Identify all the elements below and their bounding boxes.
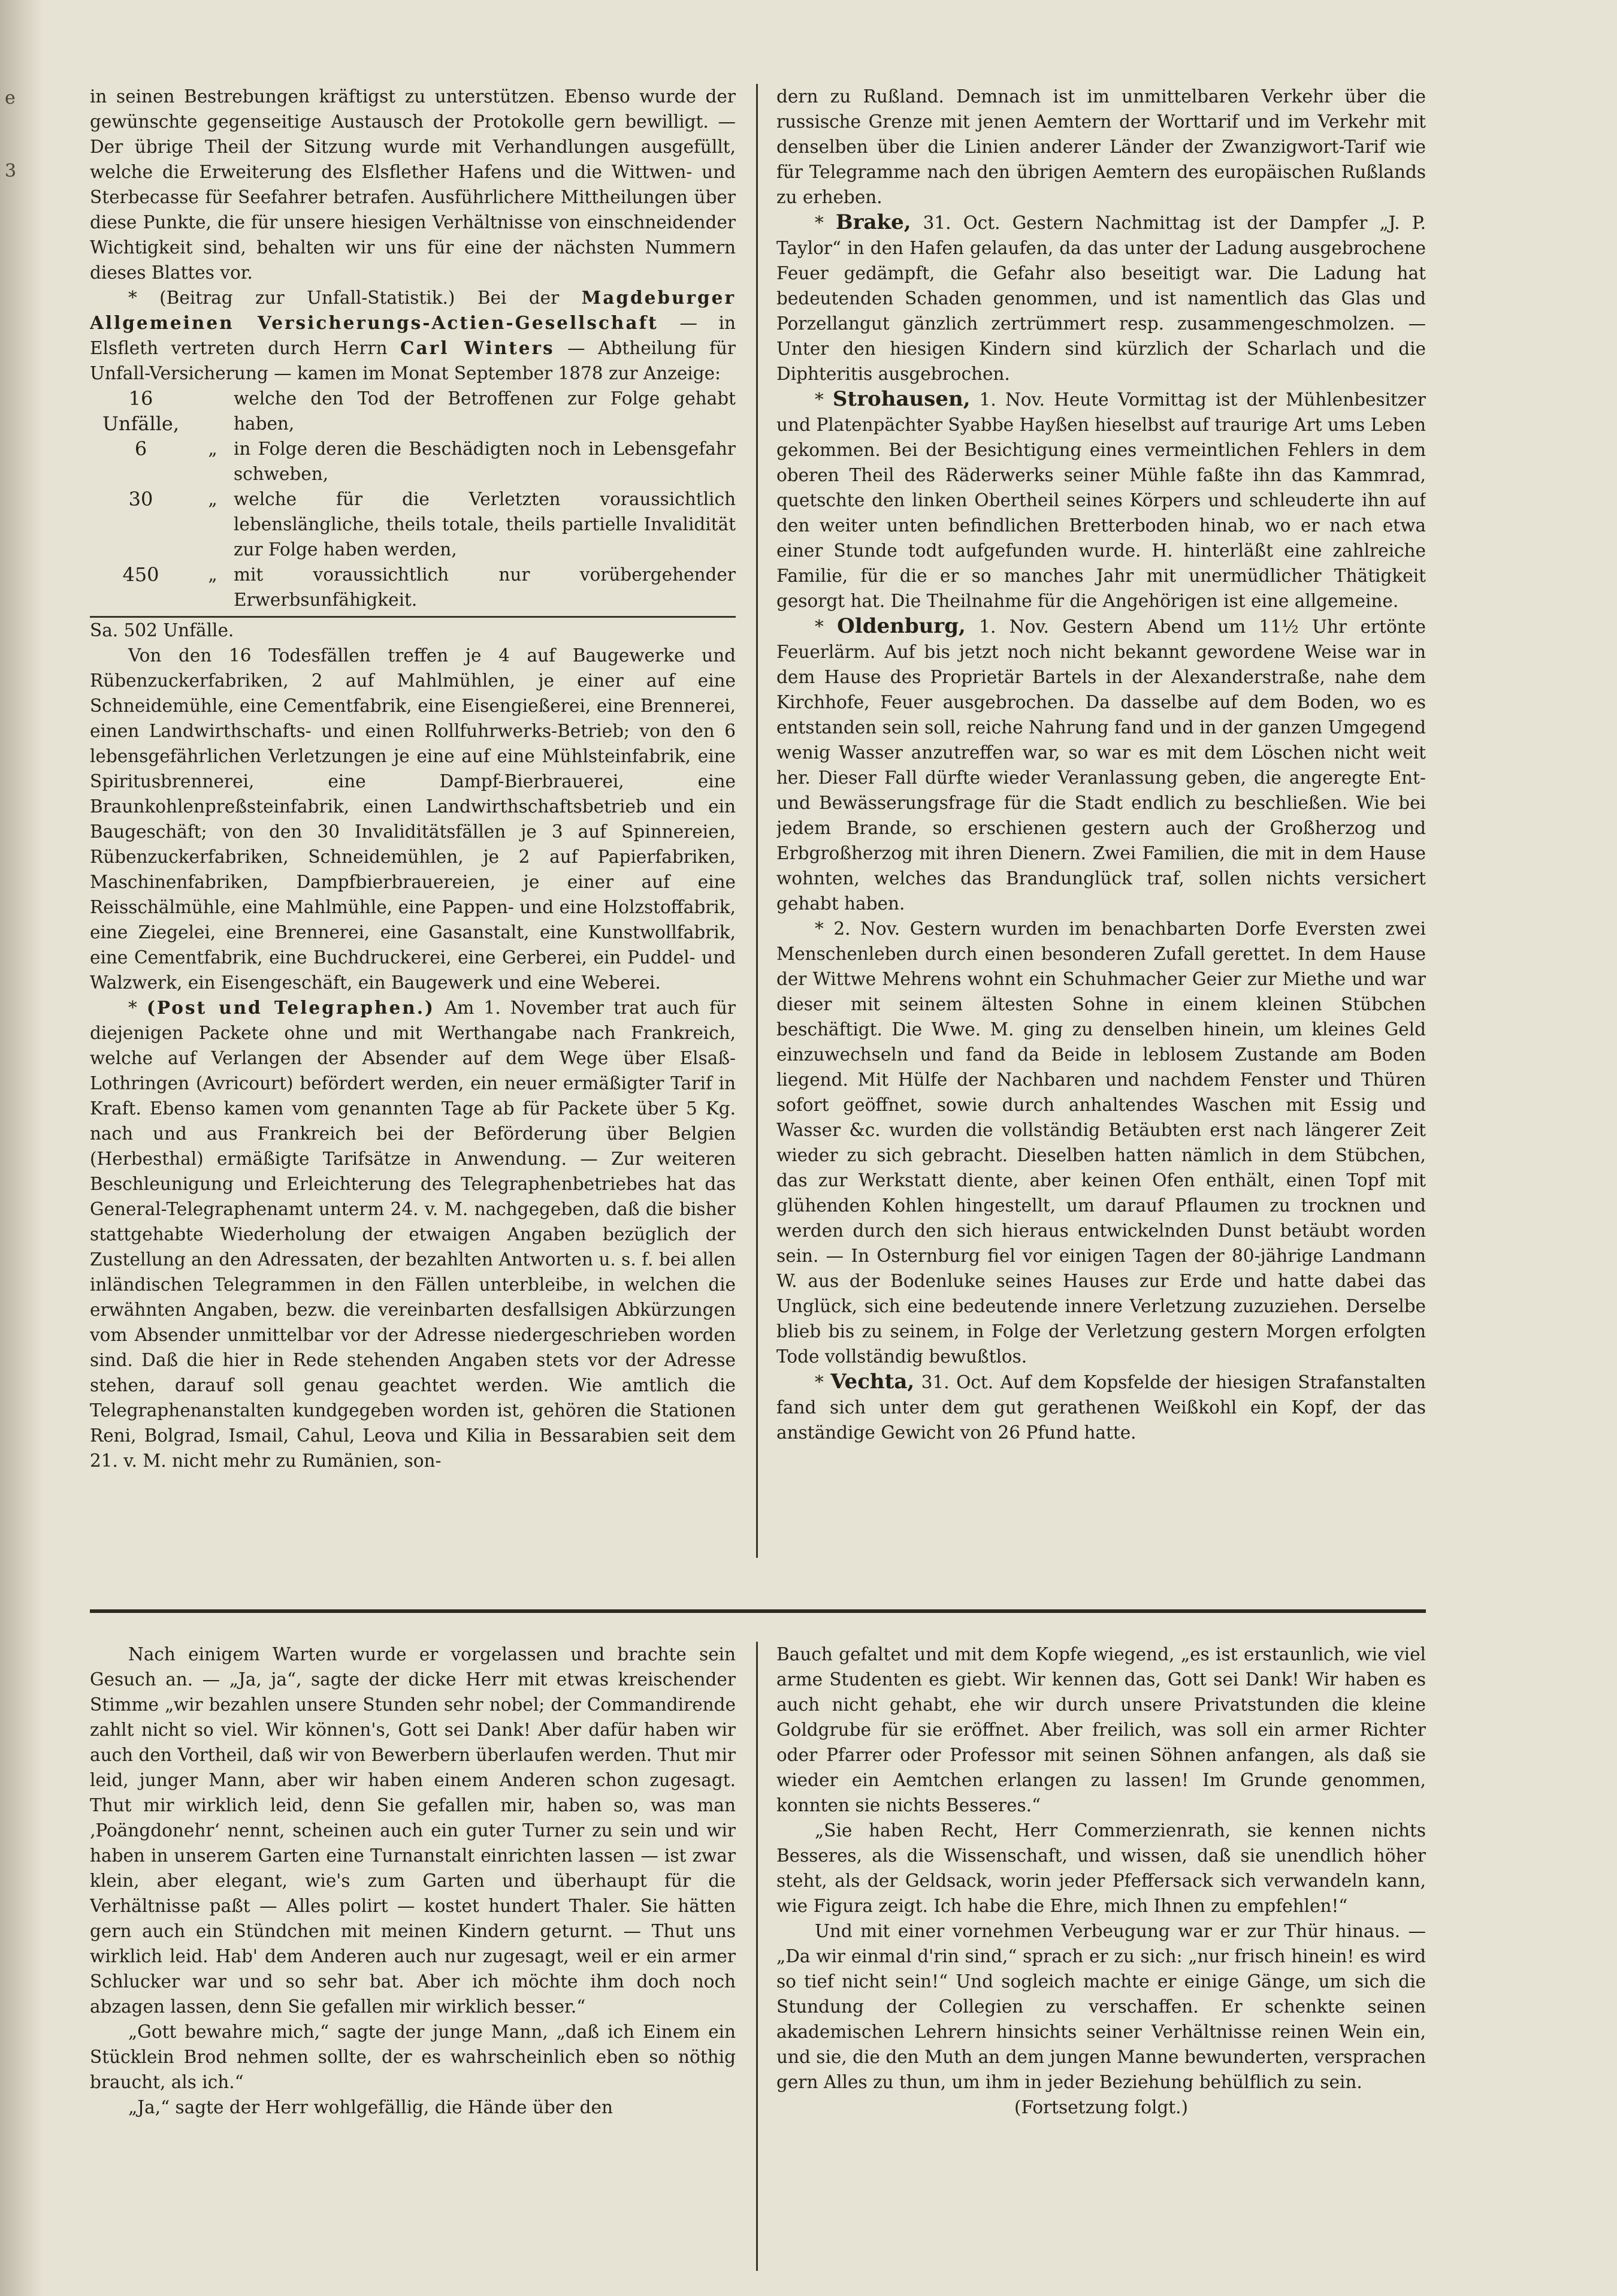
article-protocol-end: in seinen Bestrebungen kräftigst zu unterstützen. Ebenso wurde der gewünschte gegenseitige Austausch der Protokolle gern bewilligt. — Der übrige Theil der Sitzung wurde mit Verhandlungen ausgefüllt, welche die Erweiterung des Elsflether Hafens und die Wittwen- und Sterbecasse für Seefahrer betrafen. Ausführlichere Mittheilungen über diese Punkte, die für unsere hiesigen Verhältnisse von einschneidender Wichtigkeit sind, behalten wir uns für eine der nächsten Nummern dieses Blattes vor. <box>90 86 736 283</box>
article-oldenburg: * Oldenburg, 1. Nov. Gestern Abend um 11½ Uhr ertönte Feuerlärm. Auf bis jetzt noch nicht bekannt gewordene Weise war in dem Hause des Proprietär Bartels in der Alexanderstraße, nahe dem Kirchhofe, Feuer ausgebrochen. Da dasselbe auf dem Boden, wo es entstanden sein soll, reiche Nahrung fand und in der ganzen Umgegend wenig Wasser anzutreffen war, so war es mit dem Löschen nicht weit her. Dieser Fall dürfte wieder Veranlassung geben, die angeregte Ent- und Bewässerungsfrage für die Stadt endlich zu beschließen. Wie bei jedem Brande, so erschienen gestern auch der Großherzog und Erbgroßherzog mit ihren Dienern. Zwei Familien, die mit in dem Hause wohnten, welches das Brandunglück traf, sollen nichts versichert gehabt haben. <box>776 614 1426 914</box>
statistics-row <box>90 487 736 562</box>
statistics-count: 450 <box>122 563 159 586</box>
column-rule <box>756 1642 758 2271</box>
article-text: 1. Nov. Gestern Abend um 11½ Uhr ertönte Feuerlärm. Auf bis jetzt noch nicht bekannt gewordene Weise war in dem Hause des Proprietär Bartels in der Alexanderstraße, nahe dem Kirchhofe, Feuer ausgebrochen. Da dasselbe auf dem Boden, wo es entstanden sein soll, reiche Nahrung fand und in der ganzen Umgegend wenig Wasser anzutreffen war, so war es mit dem Löschen nicht weit her. Dieser Fall dürfte wieder Veranlassung geben, die angeregte Ent- und Bewässerungsfrage für die Stadt endlich zu beschließen. Wie bei jedem Brande, so erschienen gestern auch der Großherzog und Erbgroßherzog mit ihren Dienern. Zwei Familien, die mit in dem Hause wohnten, welches das Brandunglück traf, sollen nichts versichert gehabt haben. <box>776 617 1426 914</box>
margin-mark: 3 <box>5 161 17 182</box>
continued-note: (Fortsetzung folgt.) <box>1014 2097 1189 2117</box>
feuilleton-paragraph: Nach einigem Warten wurde er vorgelassen und brachte sein Gesuch an. — „Ja, ja“, sagte der dicke Herr mit etwas kreischender Stimme „wir bezahlen unsere Stunden sehr nobel; der Commandirende zahlt nicht so viel. Wir können's, Gott sei Dank! Aber dafür haben wir auch den Vortheil, daß wir von Bewerbern überlaufen werden. Thut mir leid, junger Mann, aber wir haben einem Anderen schon zugesagt. Thut mir wirklich leid, denn Sie gefallen mir, haben so, was man ‚Poängdonehr‘ nennt, scheinen auch ein guter Turner zu sein und wir haben in unserem Garten eine Turnanstalt einrichten lassen — ist zwar klein, aber elegant, wie's zum Garten und überhaupt für die Verhältnisse paßt — Alles polirt — kostet hundert Thaler. Sie hätten gern auch ein Stündchen mit meinen Kindern geturnt. — Thut uns wirklich leid. Hab' dem Anderen auch nur zugesagt, weil er ein armer Schlucker war und so sehr bat. Aber ich möchte ihm doch noch abzagen lassen, denn Sie gefallen mir wirklich besser.“ <box>90 1644 736 2017</box>
feuilleton-separator <box>90 1609 1426 1613</box>
article-strohausen: * Strohausen, 1. Nov. Heute Vormittag ist der Mühlenbesitzer und Platenpächter Syabbe Hayßen hieselbst auf traurige Art ums Leben gekommen. Bei der Besichtigung eines vermeintlichen Fehlers in dem oberen Theil des Räderwerks seiner Mühle faßte ihn das Kammrad, quetschte den linken Obertheil seines Körpers und schleuderte ihn auf den weiter unten befindlichen Bretterboden hinab, wo er nach etwa einer Stunde todt aufgefunden wurde. H. hinterläßt eine zahlreiche Familie, für die er so manches Jahr mit unermüdlicher Thätigkeit gesorgt hat. Die Theilnahme für die Angehörigen ist eine allgemeine. <box>776 387 1426 611</box>
news-column-left <box>90 84 736 1579</box>
place-brake: Brake, <box>835 210 911 234</box>
statistics-text: mit voraussichtlich nur vorübergehender Erwerbsunfähigkeit. <box>234 564 736 610</box>
feuilleton-column-left <box>90 1642 736 2274</box>
statistics-total: Sa. 502 Unfälle. <box>90 620 234 641</box>
place-vechta: Vechta, <box>830 1370 915 1394</box>
statistics-count: 16 Unfälle, <box>102 387 180 435</box>
statistics-text: in Folge deren die Beschädigten noch in Lebensgefahr schweben, <box>234 439 736 484</box>
article-post-telegraph <box>90 995 736 1473</box>
column-rule <box>756 84 758 1558</box>
place-strohausen: Strohausen, <box>832 387 971 411</box>
feuilleton-column-right <box>776 1642 1426 2277</box>
page-edge <box>0 0 43 2296</box>
insurance-company-name: Magdeburger Allgemeinen Versicherungs-Actien-Gesellschaft <box>90 287 736 333</box>
statistics-text: welche den Tod der Betroffenen zur Folge gehabt haben, <box>234 388 736 434</box>
feuilleton-paragraph: Und mit einer vornehmen Verbeugung war er zur Thür hinaus. — „Da wir einmal d'rin sind,“ sprach er zu sich: „nur frisch hinein! es wird so tief nicht sein!“ Und sogleich machte er einige Gänge, um sich die Stundung der Collegien zu verschaffen. Er schenkte seinen akademischen Lehrern hinsichts seiner Verhältnisse reinen Wein ein, und sie, die den Muth an dem jungen Manne bewunderten, versprachen gern Alles zu thun, um ihm in jeder Beziehung behülflich zu sein. <box>776 1921 1426 2092</box>
article-eversten: * 2. Nov. Gestern wurden im benachbarten Dorfe Eversten zwei Menschenleben durch einen besonderen Zufall gerettet. In dem Hause der Wittwe Mehrens wohnt ein Schuhmacher Geier zur Miethe und war dieser mit seinem ältesten Sohne in einem kleinen Stübchen beschäftigt. Die Wwe. M. ging zu denselben hinein, um kleines Geld einzuwechseln und fand da Beide in leblosem Zustande am Boden liegend. Mit Hülfe der Nachbaren und nachdem Fenster und Thüren sofort geöffnet, sowie durch anhaltendes Waschen mit Essig und Wasser &c. wurden die vollständig Betäubten erst nach längerer Zeit wieder zu sich gebracht. Dieselben hatten nämlich in dem Stübchen, das zur Werkstatt diente, aber keinen Ofen enthält, einen Topf mit glühenden Kohlen hingestellt, um darauf Pflaumen zu trocknen und werden durch den sich hieraus entwickelnden Dunst betäubt worden sein. — In Osternburg fiel vor einigen Tagen der 80-jährige Landmann W. aus der Bodenluke seines Hauses zur Erde und hatte dabei das Unglück, sich eine bedeutende innere Verletzung zuzuziehen. Derselbe blieb bis zu seinem, in Folge der Verletzung gestern Morgen erfolgten Tode vollständig bewußtlos. <box>776 919 1426 1367</box>
statistics-intro <box>90 285 736 386</box>
statistics-ditto: „ <box>208 439 217 459</box>
statistics-row <box>90 562 736 612</box>
statistics-row <box>90 436 736 487</box>
article-accident-details: Von den 16 Todesfällen treffen je 4 auf Baugewerke und Rübenzuckerfabriken, 2 auf Mahlmühlen, je einer auf eine Schneidemühle, eine Cementfabrik, eine Eisengießerei, eine Brennerei, einen Landwirthschafts- und einen Rollfuhrwerks-Betrieb; von den 6 lebensgefährlichen Verletzungen je eine auf eine Mühlsteinfabrik, eine Spiritusbrennerei, eine Dampf-Bierbrauerei, eine Braunkohlenpreßsteinfabrik, einen Landwirthschaftsbetrieb und ein Baugeschäft; von den 30 Invaliditätsfällen je 3 auf Spinnereien, Rübenzuckerfabriken, Schneidemühlen, je 2 auf Papierfabriken, Maschinenfabriken, Dampfbierbrauereien, je einer auf eine Reisschälmühle, eine Mahlmühle, eine Pappen- und eine Holzstoffabrik, eine Ziegelei, eine Brennerei, eine Gasanstalt, eine Kunstwollfabrik, eine Cementfabrik, eine Buchdruckerei, eine Gerberei, ein Puddel- und Walzwerk, ein Eisengeschäft, ein Baugewerk und eine Weberei. <box>90 645 736 993</box>
post-lead-mark: * <box>128 998 137 1018</box>
post-section-title: (Post und Telegraphen.) <box>146 997 435 1018</box>
statistics-row <box>90 386 736 436</box>
article-text: 31. Oct. Gestern Nachmittag ist der Dampfer „J. P. Taylor“ in den Hafen gelaufen, da das unter der Ladung ausgebrochene Feuer gedämpft, die Gefahr also beseitigt war. Die Ladung hat bedeutenden Schaden genommen, und ist namentlich das Glas und Porzellangut gänzlich zertrümmert resp. zusammengeschmolzen. — Unter den hiesigen Kindern sind kürzlich der Scharlach und die Diphteritis ausgebrochen. <box>776 213 1426 384</box>
post-section-text: Am 1. November trat auch für diejenigen Packete ohne und mit Werthangabe nach Frankreich, welche auf Verlangen der Absender auf dem Wege über Elsaß-Lothringen (Avricourt) befördert werden, ein neuer ermäßigter Tarif in Kraft. Ebenso kamen vom genannten Tage ab für Packete über 5 Kg. nach und aus Frankreich bei der Beförderung über Belgien (Herbesthal) ermäßigte Tarifsätze in Anwendung. — Zur weiteren Beschleunigung und Erleichterung des Telegraphenbetriebes hat das General-Telegraphenamt unterm 24. v. M. nachgegeben, daß die bisher stattgehabte Wiederholung der etwaigen Angaben bezüglich der Zustellung an den Adressaten, der bezahlten Antworten u. s. f. bei allen inländischen Telegrammen in den Fällen unterbleibe, in welchen die erwähnten Angaben, bezw. die vereinbarten desfallsigen Abkürzungen vom Absender unmittelbar vor der Adresse niedergeschrieben worden sind. Daß die hier in Rede stehenden Angaben stets vor der Adresse stehen, darauf soll genau geachtet werden. Wie amtlich die Telegraphenanstalten kundgegeben worden ist, gehören die Stationen Reni, Bolgrad, Ismail, Cahul, Leova und Kilia in Bessarabien seit dem 21. v. M. nicht mehr zu Rumänien, son- <box>90 998 736 1471</box>
article-text: 1. Nov. Heute Vormittag ist der Mühlenbesitzer und Platenpächter Syabbe Hayßen hieselbst auf traurige Art ums Leben gekommen. Bei der Besichtigung eines vermeintlichen Fehlers in dem oberen Theil des Räderwerks seiner Mühle faßte ihn das Kammrad, quetschte den linken Obertheil seines Körpers und schleuderte ihn auf den weiter unten befindlichen Bretterboden hinab, wo er nach etwa einer Stunde todt aufgefunden wurde. H. hinterläßt eine zahlreiche Familie, für die er so manches Jahr mit unermüdlicher Thätigkeit gesorgt hat. Die Theilnahme für die Angehörigen ist eine allgemeine. <box>776 389 1426 611</box>
statistics-intro-lead: * (Beitrag zur Unfall-Statistik.) Bei der <box>128 288 560 308</box>
feuilleton-paragraph: „Sie haben Recht, Herr Commerzienrath, sie kennen nichts Besseres, als die Wissenschaft, und wissen, daß sie unendlich höher steht, als der Geldsack, worin jeder Pfeffersack sich verwandeln kann, wie Figura zeigt. Ich habe die Ehre, mich Ihnen zu empfehlen!“ <box>776 1820 1426 1916</box>
article-brake: * Brake, 31. Oct. Gestern Nachmittag ist der Dampfer „J. P. Taylor“ in den Hafen gelaufen, da das unter der Ladung ausgebrochene Feuer gedämpft, die Gefahr also beseitigt war. Die Ladung hat bedeutenden Schaden genommen, und ist namentlich das Glas und Porzellangut gänzlich zertrümmert resp. zusammengeschmolzen. — Unter den hiesigen Kindern sind kürzlich der Scharlach und die Diphteritis ausgebrochen. <box>776 210 1426 384</box>
statistics-count: 30 <box>128 488 153 510</box>
statistics-table <box>90 386 736 612</box>
statistics-ditto: „ <box>208 564 217 585</box>
feuilleton-paragraph: „Gott bewahre mich,“ sagte der junge Mann, „daß ich Einem ein Stücklein Brod nehmen sollte, der es wahrscheinlich eben so nöthig braucht, als ich.“ <box>90 2022 736 2092</box>
feuilleton-paragraph: Bauch gefaltet und mit dem Kopfe wiegend, „es ist erstaunlich, wie viel arme Studenten es giebt. Wir kennen das, Gott sei Dank! Wir haben es auch nicht gehabt, ehe wir durch unsere Privatstunden die kleine Goldgrube für sie eröffnet. Aber freilich, was soll ein armer Richter oder Pfarrer oder Professor mit seinen Söhnen anfangen, als daß sie wieder ein Aemtchen erlangen zu lassen! Im Grunde genommen, konnten sie nichts Besseres.“ <box>776 1644 1426 1815</box>
place-oldenburg: Oldenburg, <box>837 614 966 638</box>
statistics-ditto: „ <box>208 489 217 509</box>
news-column-right <box>776 84 1426 1564</box>
statistics-text: welche für die Verletzten voraussichtlich lebenslängliche, theils totale, theils partielle Invalidität zur Folge haben werden, <box>234 489 736 560</box>
feuilleton-paragraph: „Ja,“ sagte der Herr wohlgefällig, die Hände über den <box>128 2097 613 2117</box>
statistics-intro-mid: — in Elsfleth vertreten durch Herrn <box>90 313 736 358</box>
article-vechta: * Vechta, 31. Oct. Auf dem Kopsfelde der hiesigen Strafanstalten fand sich unter dem gut gerathenen Weißkohl ein Kopf, der das anständige Gewicht von 26 Pfund hatte. <box>776 1370 1426 1443</box>
agent-name: Carl Winters <box>400 337 555 358</box>
article-text: 31. Oct. Auf dem Kopsfelde der hiesigen Strafanstalten fand sich unter dem gut gerathenen Weißkohl ein Kopf, der das anständige Gewicht von 26 Pfund hatte. <box>776 1372 1426 1443</box>
statistics-intro-tail: — Abtheilung für Unfall-Versicherung — kamen im Monat September 1878 zur Anzeige: <box>90 338 736 383</box>
article-russia-tariff: dern zu Rußland. Demnach ist im unmittelbaren Verkehr über die russische Grenze mit jenen Aemtern der Worttarif und im Verkehr mit denselben über die Linien anderer Länder der Zwanzigwort-Tarif wie für Telegramme nach den übrigen Aemtern des europäischen Rußlands zu erheben. <box>776 86 1426 207</box>
statistics-count: 6 <box>134 437 147 460</box>
margin-mark: e <box>5 87 16 108</box>
